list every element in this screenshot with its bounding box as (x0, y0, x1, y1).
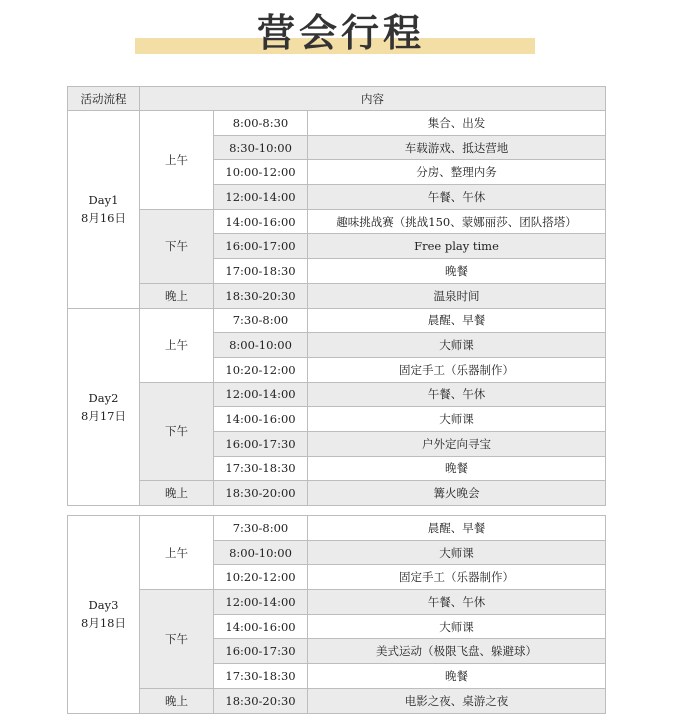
activity-cell: 户外定向寻宝 (308, 431, 606, 456)
time-cell: 16:00-17:30 (214, 431, 308, 456)
period-label: 晚上 (140, 481, 214, 506)
activity-cell: 车载游戏、抵达营地 (308, 135, 606, 160)
time-cell: 12:00-14:00 (214, 590, 308, 615)
activity-cell: 大师课 (308, 333, 606, 358)
day-date: 8月16日 (81, 211, 126, 226)
activity-cell: 午餐、午休 (308, 590, 606, 615)
day-label: Day1 (88, 193, 119, 208)
period-label: 上午 (140, 111, 214, 210)
activity-cell: 晚餐 (308, 664, 606, 689)
activity-cell: 晚餐 (308, 259, 606, 284)
period-label: 晚上 (140, 688, 214, 713)
activity-cell: 篝火晚会 (308, 481, 606, 506)
time-cell: 17:30-18:30 (214, 456, 308, 481)
time-cell: 12:00-14:00 (214, 382, 308, 407)
day-cell (68, 111, 140, 309)
activity-cell: 美式运动（极限飞盘、躲避球） (308, 639, 606, 664)
activity-cell: 大师课 (308, 540, 606, 565)
time-cell: 8:00-10:00 (214, 333, 308, 358)
time-cell: 18:30-20:30 (214, 688, 308, 713)
period-label: 下午 (140, 209, 214, 283)
period-label: 上午 (140, 308, 214, 382)
time-cell: 12:00-14:00 (214, 185, 308, 210)
day-cell (68, 516, 140, 714)
activity-cell: Free play time (308, 234, 606, 259)
activity-cell: 午餐、午休 (308, 185, 606, 210)
activity-cell: 晨醒、早餐 (308, 308, 606, 333)
activity-cell: 晚餐 (308, 456, 606, 481)
time-cell: 16:00-17:00 (214, 234, 308, 259)
time-cell: 10:00-12:00 (214, 160, 308, 185)
schedule-table-part2 (67, 515, 606, 714)
time-cell: 7:30-8:00 (214, 308, 308, 333)
activity-cell: 趣味挑战赛（挑战150、蒙娜丽莎、团队搭塔） (308, 209, 606, 234)
activity-cell: 分房、整理内务 (308, 160, 606, 185)
time-cell: 8:00-10:00 (214, 540, 308, 565)
activity-cell: 固定手工（乐器制作） (308, 357, 606, 382)
day-date: 8月18日 (81, 616, 126, 631)
time-cell: 14:00-16:00 (214, 209, 308, 234)
period-label: 下午 (140, 590, 214, 689)
activity-cell: 固定手工（乐器制作） (308, 565, 606, 590)
period-label: 晚上 (140, 283, 214, 308)
header-flow: 活动流程 (68, 87, 140, 111)
activity-cell: 晨醒、早餐 (308, 516, 606, 541)
activity-cell: 集合、出发 (308, 111, 606, 136)
time-cell: 8:00-8:30 (214, 111, 308, 136)
page-title: 营会行程 (256, 11, 425, 55)
time-cell: 14:00-16:00 (214, 614, 308, 639)
period-label: 上午 (140, 516, 214, 590)
header-content: 内容 (140, 87, 606, 111)
time-cell: 8:30-10:00 (214, 135, 308, 160)
day-date: 8月17日 (81, 408, 126, 423)
day-label: Day3 (88, 598, 119, 613)
activity-cell: 电影之夜、桌游之夜 (308, 688, 606, 713)
time-cell: 10:20-12:00 (214, 357, 308, 382)
day-label: Day2 (88, 390, 119, 405)
activity-cell: 午餐、午休 (308, 382, 606, 407)
time-cell: 18:30-20:00 (214, 481, 308, 506)
day-cell (68, 308, 140, 506)
period-label: 下午 (140, 382, 214, 481)
time-cell: 14:00-16:00 (214, 407, 308, 432)
activity-cell: 大师课 (308, 407, 606, 432)
schedule-table-part1 (67, 86, 606, 506)
activity-cell: 大师课 (308, 614, 606, 639)
time-cell: 18:30-20:30 (214, 283, 308, 308)
time-cell: 10:20-12:00 (214, 565, 308, 590)
time-cell: 17:30-18:30 (214, 664, 308, 689)
time-cell: 16:00-17:30 (214, 639, 308, 664)
time-cell: 17:00-18:30 (214, 259, 308, 284)
activity-cell: 温泉时间 (308, 283, 606, 308)
time-cell: 7:30-8:00 (214, 516, 308, 541)
